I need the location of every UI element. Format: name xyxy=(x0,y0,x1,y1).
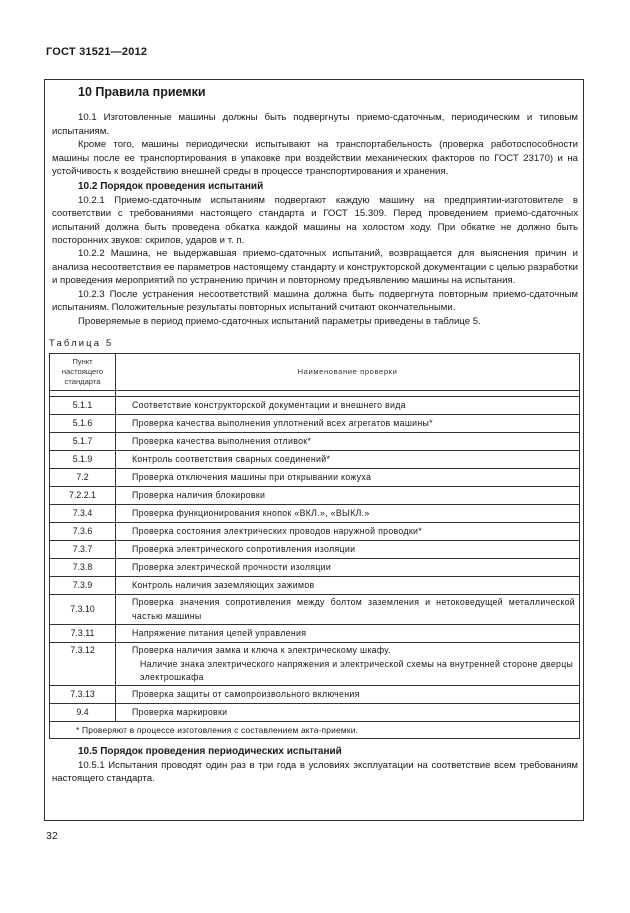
page-number: 32 xyxy=(46,830,58,842)
check-name: Проверка наличия замка и ключа к электрическому шкафу. xyxy=(132,645,391,656)
clause-number: 7.3.4 xyxy=(50,505,116,523)
check-name: Проверка наличия блокировки xyxy=(116,487,580,505)
table-row xyxy=(50,541,580,559)
clause-number: 7.2.2.1 xyxy=(50,487,116,505)
check-name: Напряжение питания цепей управления xyxy=(116,625,580,643)
clause-number: 7.3.9 xyxy=(50,577,116,595)
table-row xyxy=(50,469,580,487)
column-header-clause: Пункт настоящего стандарта xyxy=(50,354,116,391)
subsection-heading-10-5: 10.5 Порядок проведения периодических испытаний xyxy=(78,746,342,758)
clause-number: 5.1.6 xyxy=(50,415,116,433)
clause-number: 7.3.6 xyxy=(50,523,116,541)
clause-number: 7.3.13 xyxy=(50,686,116,704)
table-row xyxy=(50,487,580,505)
paragraph-10-2-2: 10.2.2 Машина, не выдержавшая приемо-сдаточных испытаний, возвращается для выяснения причин и анализа несоответствия ее параметров настоящему стандарту и конструкторской документации с целью разработки и проведения мероприятий по устранению причин и повторному предъявлению машины на испытания. xyxy=(52,248,578,287)
document-header: ГОСТ 31521—2012 xyxy=(46,46,148,58)
clause-number: 7.3.10 xyxy=(50,595,116,625)
table-footnote: * Проверяют в процессе изготовления с составлением акта-приемки. xyxy=(50,722,580,739)
table-row xyxy=(50,686,580,704)
clause-number: 7.3.11 xyxy=(50,625,116,643)
paragraph-10-5-1: 10.5.1 Испытания проводят один раз в три года в условиях эксплуатации на соответствие всем требованиям настоящего стандарта. xyxy=(52,759,578,785)
table-row xyxy=(50,415,580,433)
check-name: Проверка функционирования кнопок «ВКЛ.», «ВЫКЛ.» xyxy=(116,505,580,523)
subsection-heading-10-2: 10.2 Порядок проведения испытаний xyxy=(78,181,264,193)
paragraph-table-ref: Проверяемые в период приемо-сдаточных испытаний параметры приведены в таблице 5. xyxy=(78,315,481,327)
check-name-group xyxy=(116,643,580,686)
page-content xyxy=(49,83,578,786)
table-row xyxy=(50,505,580,523)
table-row xyxy=(50,625,580,643)
paragraph-10-2-1: 10.2.1 Приемо-сдаточным испытаниям подвергают каждую машину на предприятии-изготовителе в соответствии с требованиями настоящего стандарта и ГОСТ 15.309. Перед проведением приемо-сдаточных испытаний должна быть проведена обкатка каждой машины на холостом ходу. При обкатке не должно быть посторонних звуков: скрипов, ударов и т. п. xyxy=(52,194,578,247)
check-name: Проверка состояния электрических проводов наружной проводки* xyxy=(116,523,580,541)
check-name: Проверка качества выполнения уплотнений всех агрегатов машины* xyxy=(116,415,580,433)
check-name: Проверка отключения машины при открывании кожуха xyxy=(116,469,580,487)
table-row xyxy=(50,433,580,451)
table-row xyxy=(50,559,580,577)
paragraph-transport: Кроме того, машины периодически испытывают на транспортабельность (проверка работоспособности машины после ее транспортирования в упаковке при воздействии механических факторов по ГОСТ 23170) и на устойчивость к воздействию внешней среды в процессе транспортирования и хранения. xyxy=(52,139,578,178)
column-header-check: Наименование проверки xyxy=(116,354,580,391)
paragraph-10-2-3: 10.2.3 После устранения несоответствий машина должна быть подвергнута повторным приемо-сдаточным испытаниям. Положительные результаты повторных испытаний считают окончательными. xyxy=(52,288,578,314)
table-row xyxy=(50,523,580,541)
clause-number: 7.3.7 xyxy=(50,541,116,559)
check-name: Проверка электрической прочности изоляции xyxy=(116,559,580,577)
clause-number: 7.3.8 xyxy=(50,559,116,577)
check-name: Проверка маркировки xyxy=(116,704,580,722)
table-row xyxy=(50,451,580,469)
table-note-row xyxy=(50,722,580,739)
paragraph-10-1: 10.1 Изготовленные машины должны быть подвергнуты приемо-сдаточным, периодическим и типовым испытаниям. xyxy=(52,112,578,137)
checks-table xyxy=(49,353,580,739)
clause-number: 7.2 xyxy=(50,469,116,487)
clause-number: 5.1.7 xyxy=(50,433,116,451)
table-row xyxy=(50,397,580,415)
check-name-continued: Наличие знака электрического напряжения и электрической схемы на внутренней стороне дверцы электрошкафа xyxy=(140,658,574,682)
check-name: Контроль соответствия сварных соединений* xyxy=(116,451,580,469)
clause-number: 5.1.1 xyxy=(50,397,116,415)
table-row xyxy=(50,577,580,595)
table-row xyxy=(50,643,580,686)
table-row xyxy=(50,595,580,625)
check-name: Проверка электрического сопротивления изоляции xyxy=(116,541,580,559)
section-heading: 10 Правила приемки xyxy=(78,85,206,99)
clause-number: 9.4 xyxy=(50,704,116,722)
check-name: Проверка качества выполнения отливок* xyxy=(116,433,580,451)
clause-number: 5.1.9 xyxy=(50,451,116,469)
check-name: Проверка защиты от самопроизвольного включения xyxy=(116,686,580,704)
table-row xyxy=(50,704,580,722)
table-caption: Таблица 5 xyxy=(49,336,114,348)
check-name: Проверка значения сопротивления между болтом заземления и нетоковедущей металлической частью машины xyxy=(116,595,580,625)
clause-number: 7.3.12 xyxy=(50,643,116,686)
check-name: Соответствие конструкторской документации и внешнего вида xyxy=(116,397,580,415)
check-name: Контроль наличия заземляющих зажимов xyxy=(116,577,580,595)
